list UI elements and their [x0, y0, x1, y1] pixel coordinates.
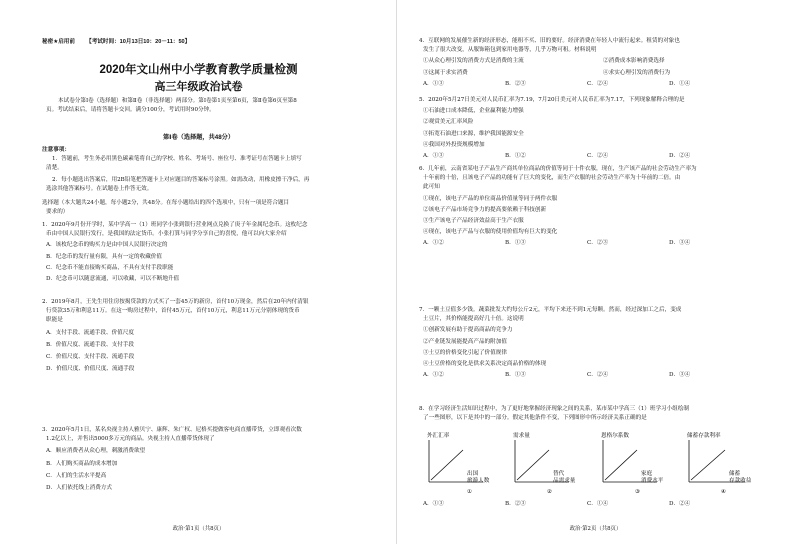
question-stem: 7．一颗土豆值多少钱。蔬菜批发大约每公斤2元，平均下来还不到1元每颗。然而，经过深加工之后，变成 — [419, 307, 682, 313]
question-stem: 1．2020年9月份开学时，某中学高一（1）班同学小张到银行营业网点兑换了庚子年金属纪念币。这枚纪念 — [42, 222, 308, 228]
header-line — [42, 37, 190, 45]
question-stem: 了一些图形，以下是其中的一部分。假定其他条件不变，下列图形中所示经济关系正确的是 — [423, 415, 647, 422]
choice-b: B．①③ — [505, 240, 526, 247]
option-b: B．人们购买商品的成本增加 — [46, 460, 118, 467]
chart-x-label: 旅游人数 — [467, 478, 490, 484]
statement: ②观赏美元汇率风险 — [423, 119, 474, 126]
chart-x-label: 替代 — [553, 471, 565, 477]
choice-row — [419, 371, 690, 380]
q8-chart-3 — [597, 430, 679, 500]
choice-a: A．①③ — [423, 80, 444, 87]
question-stem: 行贷款35万和利息11万。在这一购房过程中，首付45万元，首付10万元，利息11万元分别体现的货币 — [46, 308, 300, 315]
chart-x-label: 家庭 — [641, 471, 653, 477]
choice-c: C．②④ — [587, 80, 609, 87]
option-d: D．价值尺度、价值尺度、流通手段 — [46, 366, 135, 373]
question-4 — [419, 37, 690, 89]
notes — [42, 146, 309, 194]
statement: ④求实心理引发的消费行为 — [603, 69, 671, 76]
exam-subtitle: 高三年级政治试卷 — [154, 81, 243, 93]
option-c: C．价值尺度、支付手段、流通手段 — [46, 354, 135, 361]
chart-y-label: 需求量 — [513, 433, 530, 439]
chart-y-label: 储蓄存款利率 — [687, 433, 721, 439]
question-stem: 币由中国人民银行发行，是我国的法定货币。小张打算与同学分享自己的喜悦，他可以向大家介绍 — [46, 231, 287, 238]
choice-a: A．①② — [423, 372, 444, 379]
choice-row — [419, 152, 690, 161]
exam-title: 2020年文山州中小学教育教学质量检测 — [99, 64, 298, 76]
option-a: A．支付手段、流通手段、价值尺度 — [46, 329, 134, 336]
question-stem: 6．几年前，云南省某电子产品生产商其单位商品的价值等同于十件衣服，现在，生产该产品的社会劳动生产率为 — [419, 166, 697, 172]
choice-a: A．①③ — [423, 501, 444, 507]
question-7 — [419, 306, 690, 380]
chart-number: ③ — [635, 489, 641, 495]
question-stem: 5．2020年5月27日美元对人民币汇率为7.19，7月20日美元对人民币汇率为7.17，下列现象解释合理的是 — [419, 97, 685, 103]
q8-chart-1 — [423, 430, 505, 500]
exam-time: 【考试时间：10月13日10：20－11：50】 — [86, 39, 191, 45]
option-a: A．顺应消费者从众心理，刺激消费欲望 — [46, 448, 146, 455]
option-c: C．人们的生活水平提高 — [46, 472, 107, 479]
chart-y-label: 恩格尔系数 — [601, 433, 629, 439]
statement-row — [419, 69, 690, 78]
option-a: A．该枚纪念币的购买力是由中国人民银行决定的 — [46, 242, 168, 249]
q8-chart-2 — [509, 430, 591, 500]
choice-c: C．②④ — [587, 153, 609, 160]
choice-d: D．③④ — [669, 372, 691, 379]
chart-number: ④ — [721, 489, 727, 495]
choice-c: C．②④ — [587, 372, 609, 379]
note-line: 清楚。 — [46, 165, 63, 172]
statement: ②产业链发展能提高产品的附加值 — [423, 338, 507, 345]
question-stem: 8．在学习经济生活知识过程中，为了更好地掌握经济现象之间的关系，某市某中学高三（1）班学习小组绘制 — [419, 406, 690, 412]
choice-b: B．②③ — [505, 80, 526, 87]
chart-x-label: 消费水平 — [641, 478, 664, 484]
statement: ③这属于求实消费 — [423, 69, 468, 76]
choice-a: A．①③ — [423, 153, 444, 160]
statement: ①石油进口成本降低，企业赢利能力增强 — [423, 108, 524, 115]
choice-d: D．①④ — [669, 80, 691, 87]
question-stem: 土豆片，其价格能提高好几十倍。这说明 — [423, 316, 524, 323]
page-footer: 政治·第1页（共8页） — [172, 526, 225, 532]
statement: ④我国对外投资规模增加 — [423, 141, 485, 148]
chart-x-label: 品需求量 — [553, 478, 576, 484]
question-1 — [42, 221, 307, 284]
statement: ①现在，该电子产品的单位商品价值量等同于两件衣服 — [423, 195, 558, 202]
choice-c: C．①④ — [587, 501, 609, 507]
page-2 — [397, 0, 794, 544]
chart-y-label: 外汇汇率 — [427, 433, 450, 439]
choice-row — [419, 80, 690, 89]
question-6 — [419, 165, 697, 249]
choice-intro — [42, 199, 289, 217]
choice-d: D．③④ — [669, 240, 691, 247]
choice-intro-line: 要求的） — [46, 209, 69, 216]
choice-b: B．②③ — [505, 501, 526, 507]
intro-line: 本试卷分第Ⅰ卷（选择题）和第Ⅱ卷（非选择题）两部分。第Ⅰ卷第1页至第6页，第Ⅱ卷第6页至第8 — [58, 98, 297, 104]
question-stem: 发生了很大改变，从服饰箱包到家用电器等，几乎万物可租。材料说明 — [423, 47, 597, 54]
choice-row — [419, 239, 697, 248]
option-d: D．纪念币可以随意流通，可以收藏，可以不断地升值 — [46, 276, 180, 283]
choice-a: A．①② — [423, 240, 444, 247]
choice-d: D．②④ — [669, 153, 691, 160]
statement: ②该电子产品市场竞争力的提高要依赖于科技创新 — [423, 206, 547, 213]
statement: ④现在，该电子产品与衣服的使用价值均有巨大的变化 — [423, 229, 558, 236]
statement: ③土豆的价格变化引起了价值规律 — [423, 349, 507, 356]
option-b: B．价值尺度、流通手段、支付手段 — [46, 341, 135, 348]
intro-line: 页。考试结束后，请将答题卡交回。满分100分，考试用时90分钟。 — [46, 107, 215, 114]
statement: ①从众心理引发的消费方式是消费的主流 — [423, 58, 524, 65]
question-8 — [419, 405, 689, 423]
chart-number: ① — [467, 489, 473, 495]
page-footer: 政治·第2页（共8页） — [569, 526, 622, 532]
note-line: 1．答题前，考生务必用黑色碳素笔将自己的学校、姓名、考场号、座位号、准考证号在答题卡上填写 — [52, 156, 302, 163]
section-title: 第Ⅰ卷（选择题，共48分） — [162, 134, 235, 141]
statement: ③生产该电子产品经济效益高于生产衣服 — [423, 218, 524, 225]
question-stem: 3．2020年5月1日，某名央视主持人雅贝宁、康辉、朱广权、尼格买提做客电商直播带货，立即观看次数 — [42, 427, 302, 433]
choice-c: C．②③ — [587, 240, 609, 247]
question-stem: 4．互联网的发展催生新的经济形态，能租不买、旧的要好。经济消费在年轻人中流行起来。租赁的对象也 — [419, 38, 680, 44]
question-5 — [419, 96, 690, 161]
statement-row — [419, 57, 690, 66]
choice-b: B．①③ — [505, 372, 526, 379]
question-stem: 1.2亿以上，并售出5000多万元的商品。央视主持人直播带货体现了 — [46, 436, 215, 443]
statement: ②消费成本影响消费选择 — [603, 58, 665, 65]
secret-mark: 秘密★启用前 — [42, 39, 75, 45]
statement: ①创新发展有助于提高商品的竞争力 — [423, 327, 513, 334]
statement: ④土豆价格的变化是供求关系决定商品价格的体现 — [423, 361, 547, 368]
chart-number: ② — [547, 489, 553, 495]
choice-row — [423, 500, 690, 509]
question-3 — [42, 426, 302, 493]
choice-intro-line: 选择题（本大题共24小题，每小题2分，共48分。在每小题给出的四个选项中，只有一项是符合题目 — [42, 200, 290, 206]
statement: ③拓宽石油进口来源，维护我国能源安全 — [423, 130, 524, 137]
option-b: B．纪念币的发行量有限，具有一定的收藏价值 — [46, 253, 162, 260]
question-stem: 职能是 — [46, 317, 63, 324]
choice-b: B．①② — [505, 153, 526, 160]
note-line: 2．每小题选出答案后，用2B铅笔把答题卡上对应题目的答案标号涂黑。如需改动，用橡皮擦干净后，再 — [52, 176, 310, 183]
chart-x-label: 储蓄 — [729, 471, 741, 477]
note-line: 选涂其他答案标号。在试题卷上作答无效。 — [46, 185, 153, 192]
question-2 — [42, 298, 308, 374]
question-stem: 此可知 — [423, 184, 440, 191]
chart-x-label: 存款收益 — [729, 478, 752, 484]
option-d: D．人们依托线上消费方式 — [46, 485, 113, 492]
q8-chart-4 — [683, 430, 769, 500]
question-stem: 2．2019年8月，王先生用住房按揭贷款的方式买了一套45万的新房，首付10万现金，然后在20年内付清银 — [42, 299, 309, 305]
choice-d: D．②④ — [669, 501, 691, 507]
chart-x-label: 出国 — [467, 471, 479, 477]
question-stem: 十年前的十倍，且该电子产品的功能有了巨大的变化，而生产衣服的社会劳动生产率为十年前的二倍。由 — [423, 175, 681, 182]
option-c: C．纪念币不能直接购买商品，不具有支付手段职能 — [46, 264, 174, 271]
notes-title: 注意事项： — [42, 147, 70, 153]
intro — [46, 97, 297, 115]
